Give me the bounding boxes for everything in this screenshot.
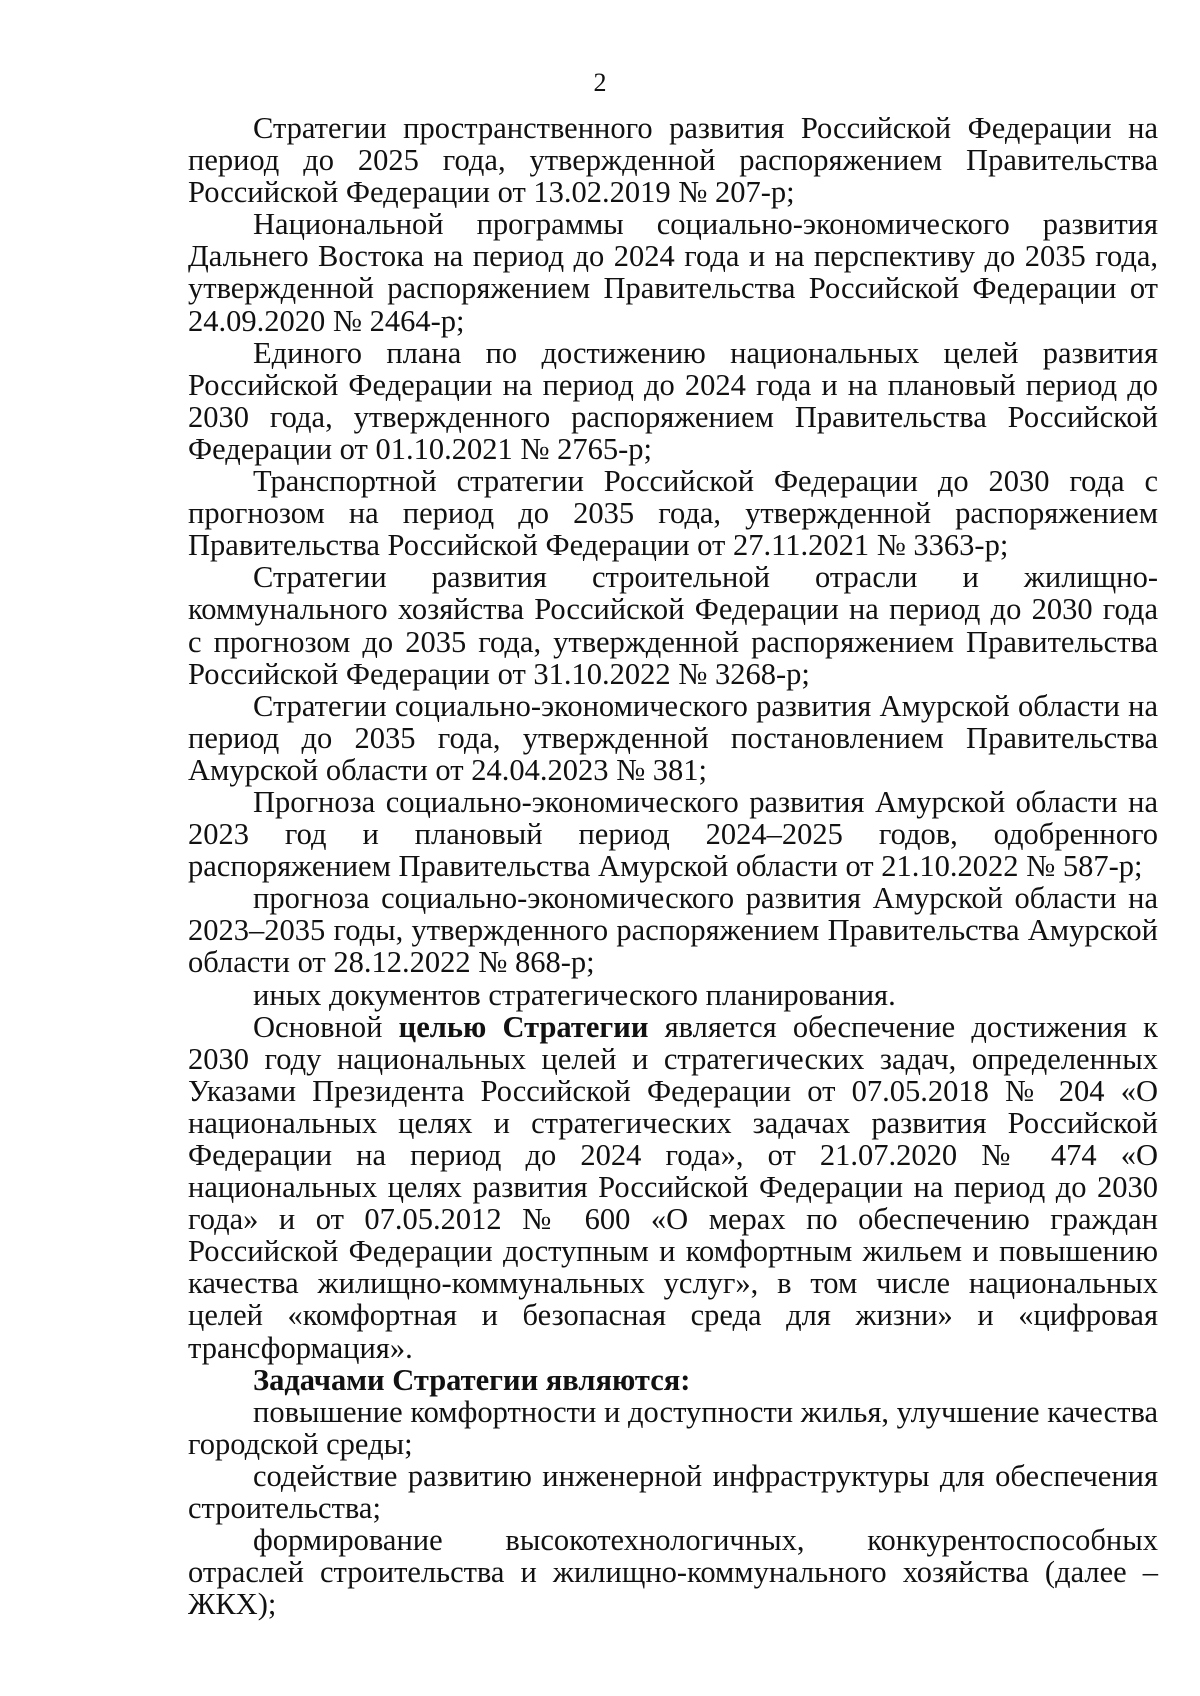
task-item: содействие развитию инженерной инфраструктуры для обеспечения строительства; bbox=[188, 1458, 1158, 1526]
task-item: повышение комфортности и доступности жилья, улучшение качества городской среды; bbox=[188, 1394, 1158, 1461]
paragraph-spatial-strategy: Стратегии пространственного развития Российской Федерации на период до 2025 года, утвержденной распоряжением Правительства Российской Федерации от 13.02.2019 № 207-р; bbox=[188, 111, 1158, 210]
paragraph-transport-strategy: Транспортной стратегии Российской Федерации до 2030 года с прогнозом на период до 2035 года, утвержденной распоряжением Правительства Российской Федерации от 27.11.2021 № 3363-р; bbox=[188, 464, 1158, 563]
tasks-heading-text: Задачами Стратегии являются: bbox=[253, 1362, 691, 1397]
paragraph-unified-plan: Единого плана по достижению национальных целей развития Российской Федерации на период до 2024 года и на плановый период до 2030 года, утвержденного распоряжением Правительства Российской Федерации от 01.10.2021 № 2765-р; bbox=[188, 335, 1158, 466]
task-item: формирование высокотехнологичных, конкурентоспособных отраслей строительства и жилищно-коммунального хозяйства (далее – ЖКХ); bbox=[188, 1523, 1158, 1622]
goal-bold-term: целью Стратегии bbox=[398, 1009, 649, 1044]
paragraph-strategy-goal bbox=[188, 1011, 1158, 1364]
paragraph-amur-forecast-2035: прогноза социально-экономического развития Амурской области на 2023–2035 годы, утвержденного распоряжением Правительства Амурской области от 28.12.2022 № 868-р; bbox=[188, 881, 1158, 980]
paragraph-other-documents: иных документов стратегического планирования. bbox=[253, 977, 896, 1012]
paragraph-far-east-program: Национальной программы социально-экономического развития Дальнего Востока на период до 2024 года и на перспективу до 2035 года, утвержденной распоряжением Правительства Российской Федерации от 24.09.2020 № 2464-р; bbox=[188, 207, 1158, 338]
page-number: 2 bbox=[593, 68, 607, 97]
document-body bbox=[188, 112, 1158, 1620]
goal-text: является обеспечение достижения к 2030 году национальных целей и стратегических задач, определенных Указами Президента Российской Федерации от 07.05.2018 № 204 «О национальных целях и стратегических задачах развития Российской Федерации на период до 2024 года», от 21.07.2020 № 474 «О национальных целях развития Российской Федерации на период до 2030 года» и от 07.05.2012 № 600 «О мерах по обеспечению граждан Российской Федерации доступным и комфортным жильем и повышению качества жилищно-коммунальных услуг», в том числе национальных целей «комфортная и безопасная среда для жизни» и «цифровая трансформация». bbox=[188, 1009, 1158, 1365]
goal-lead: Основной bbox=[253, 1009, 399, 1044]
paragraph-amur-strategy: Стратегии социально-экономического развития Амурской области на период до 2035 года, утвержденной постановлением Правительства Амурской области от 24.04.2023 № 381; bbox=[188, 688, 1158, 787]
paragraph-construction-strategy: Стратегии развития строительной отрасли и жилищно-коммунального хозяйства Российской Федерации на период до 2030 года с прогнозом до 2035 года, утвержденной распоряжением Правительства Российской Федерации от 31.10.2022 № 3268-р; bbox=[188, 560, 1158, 691]
tasks-heading bbox=[188, 1364, 1158, 1396]
paragraph-amur-forecast-2023: Прогноза социально-экономического развития Амурской области на 2023 год и плановый период 2024–2025 годов, одобренного распоряжением Правительства Амурской области от 21.10.2022 № 587-р; bbox=[188, 784, 1158, 884]
